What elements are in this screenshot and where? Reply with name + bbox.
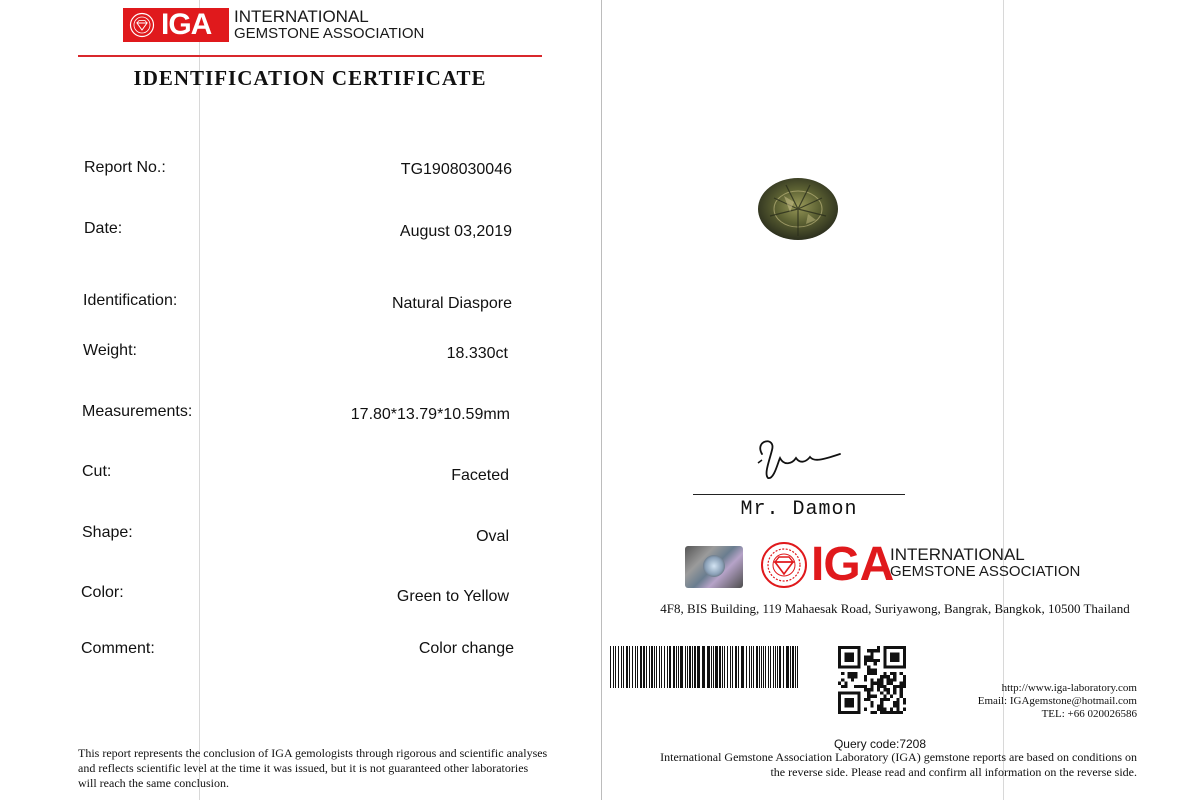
fold-line-left xyxy=(199,0,200,800)
logo-text: IGA xyxy=(161,8,212,41)
query-code: Query code:7208 xyxy=(833,737,927,751)
certificate-title: IDENTIFICATION CERTIFICATE xyxy=(133,66,487,90)
website-link[interactable]: http://www.iga-laboratory.com xyxy=(1001,682,1137,694)
field-label-report-no: Report No.: xyxy=(84,159,166,176)
fold-line-right xyxy=(1003,0,1004,800)
field-value-report-no: TG1908030046 xyxy=(400,161,512,178)
iga-seal-icon xyxy=(129,12,155,38)
field-label-cut: Cut: xyxy=(82,463,112,480)
association-name xyxy=(234,8,424,42)
association-line-2: GEMSTONE ASSOCIATION xyxy=(234,24,425,42)
field-value-weight: 18.330ct xyxy=(446,345,508,362)
iga-seal-icon xyxy=(760,541,808,589)
field-label-shape: Shape: xyxy=(82,524,133,541)
field-value-identification: Natural Diaspore xyxy=(391,295,512,312)
signer-name: Mr. Damon xyxy=(740,498,858,521)
iga-wordmark: IGA xyxy=(811,538,894,591)
email-link[interactable]: Email: IGAgemstone@hotmail.com xyxy=(977,695,1137,707)
field-value-date: August 03,2019 xyxy=(399,223,512,240)
field-label-comment: Comment: xyxy=(81,640,155,657)
gemstone-photo xyxy=(756,176,840,242)
field-value-measurements: 17.80*13.79*10.59mm xyxy=(350,406,510,423)
signature-line xyxy=(693,494,905,495)
reverse-side-note: International Gemstone Association Laboratory (IGA) gemstone reports are based on conditions on the reverse side. Please read and confirm all information on the reverse side. xyxy=(660,750,1137,779)
lab-address: 4F8, BIS Building, 119 Mahaesak Road, Suriyawong, Bangrak, Bangkok, 10500 Thailand xyxy=(660,601,1130,616)
field-label-measurements: Measurements: xyxy=(82,403,193,420)
field-label-identification: Identification: xyxy=(83,292,178,309)
association-line-2-right: GEMSTONE ASSOCIATION xyxy=(890,562,1081,580)
field-value-color: Green to Yellow xyxy=(396,588,509,605)
field-label-color: Color: xyxy=(81,584,124,601)
field-value-comment: Color change xyxy=(418,640,514,657)
lab-contact xyxy=(930,682,1137,721)
iga-logo xyxy=(123,8,229,42)
association-name-right xyxy=(890,546,1080,580)
field-label-date: Date: xyxy=(84,220,123,237)
page-divider xyxy=(601,0,602,800)
phone-number: TEL: +66 020026586 xyxy=(1041,708,1137,720)
association-line-1: INTERNATIONAL xyxy=(234,7,369,26)
field-label-weight: Weight: xyxy=(83,342,137,359)
signature-mark xyxy=(748,432,848,484)
hologram-sticker-icon xyxy=(685,546,743,588)
header-rule xyxy=(78,55,542,57)
association-line-1-right: INTERNATIONAL xyxy=(890,545,1025,564)
field-value-cut: Faceted xyxy=(451,467,509,484)
disclaimer-text: This report represents the conclusion of IGA gemologists through rigorous and scientific analyses and reflects scientific level at the time it was issued, but it is not guaranteed other laboratories will reach the same conclusion. xyxy=(78,746,548,790)
qr-code-icon[interactable] xyxy=(838,646,906,714)
field-value-shape: Oval xyxy=(476,528,509,545)
barcode-icon xyxy=(610,646,802,688)
